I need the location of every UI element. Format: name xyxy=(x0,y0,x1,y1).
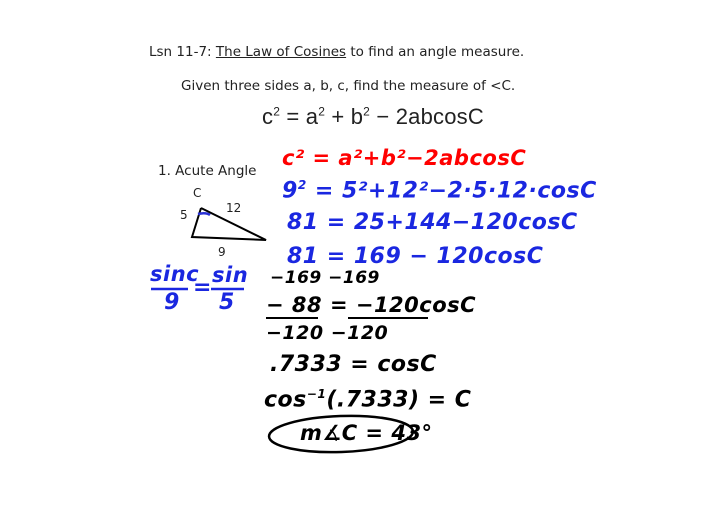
hand-subtract-line: −169 −169 xyxy=(270,268,380,288)
hand-inv-exp: −1 xyxy=(306,387,327,401)
hand-decimal-line: .7333 = cosC xyxy=(270,352,437,377)
hand-sub-nine: 9 xyxy=(282,178,298,204)
lesson-suffix: to find an angle measure. xyxy=(346,44,525,60)
hand-inv-cos: cos xyxy=(264,387,307,413)
ratio-right-denominator: 5 xyxy=(219,290,235,315)
hand-sub-rest: = 5²+12²−2·5·12·cosC xyxy=(306,178,597,204)
formula-exp-a: 2 xyxy=(318,104,326,119)
hand-formula-line: c² = a²+b²−2abcosC xyxy=(282,146,527,170)
ratio-right-numerator: sin xyxy=(212,263,249,287)
hand-inverse-cos-line xyxy=(264,387,471,412)
side-12-label: 12 xyxy=(226,201,242,215)
lesson-prefix: Lsn 11-7: xyxy=(149,44,216,60)
side-9-label: 9 xyxy=(218,245,226,259)
law-of-cosines-link[interactable]: The Law of Cosines xyxy=(215,44,347,60)
hand-final-answer: m∡C = 43° xyxy=(300,421,433,445)
hand-combine-line: 81 = 169 − 120cosC xyxy=(287,244,544,269)
instruction-text: Given three sides a, b, c, find the measure of <C. xyxy=(181,78,516,94)
formula-c: c xyxy=(262,104,274,129)
formula-b: + b xyxy=(325,104,364,129)
formula-rest: − 2abcosC xyxy=(370,104,484,129)
hand-simplify-line: 81 = 25+144−120cosC xyxy=(287,210,578,235)
section-label: 1. Acute Angle xyxy=(158,163,257,179)
formula-exp-b: 2 xyxy=(363,104,371,119)
side-5-label: 5 xyxy=(180,208,188,222)
ratio-left-numerator: sinc xyxy=(150,262,200,286)
ratio-equals: = xyxy=(193,275,212,300)
formula-exp-c: 2 xyxy=(273,104,281,119)
vertex-c-label: C xyxy=(193,186,202,200)
hand-result-line: − 88 = −120cosC xyxy=(266,293,477,317)
formula-a: = a xyxy=(280,104,319,129)
hand-sub-exp: 2 xyxy=(297,178,307,192)
hand-divide-line: −120 −120 xyxy=(266,322,389,344)
hand-inv-rest: (.7333) = C xyxy=(326,387,472,413)
ratio-left-denominator: 9 xyxy=(164,290,180,315)
